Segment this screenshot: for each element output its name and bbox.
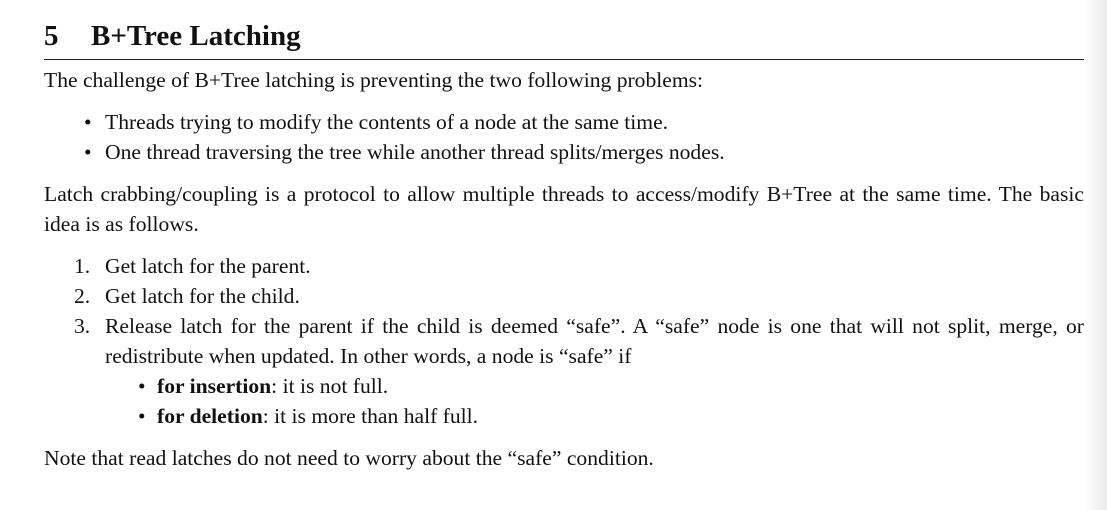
step-item bbox=[44, 251, 1084, 281]
condition-description: : it is not full. bbox=[271, 374, 389, 398]
step-number: 3. bbox=[74, 314, 91, 338]
note-paragraph: Note that read latches do not need to worry about the “safe” condition. bbox=[44, 446, 654, 470]
safe-condition-item bbox=[105, 371, 1084, 401]
section-title: B+Tree Latching bbox=[91, 20, 301, 52]
step-text: Release latch for the parent if the child is deemed “safe”. A “safe” node is one that will not split, merge, or redistribute when updated. In other words, a node is “safe” if bbox=[105, 314, 1084, 368]
problem-item: • Threads trying to modify the contents of a node at the same time. bbox=[44, 107, 1084, 137]
intro-paragraph: The challenge of B+Tree latching is preventing the two following problems: bbox=[44, 68, 704, 92]
condition-term: for insertion bbox=[157, 374, 272, 398]
problem-list bbox=[44, 107, 1084, 167]
section-number: 5 bbox=[44, 20, 59, 52]
safe-condition-item bbox=[105, 401, 1084, 431]
step-number: 2. bbox=[74, 284, 91, 308]
step-number: 1. bbox=[74, 254, 91, 278]
protocol-steps bbox=[44, 251, 1084, 431]
condition-description: : it is more than half full. bbox=[262, 404, 479, 428]
problem-item: • One thread traversing the tree while another thread splits/merges nodes. bbox=[44, 137, 1084, 167]
safe-condition-list bbox=[105, 371, 1084, 431]
step-item bbox=[44, 311, 1084, 431]
step-text: Get latch for the parent. bbox=[105, 254, 311, 278]
crabbing-paragraph: Latch crabbing/coupling is a protocol to allow multiple threads to access/modify B+Tree at the same time. The basic idea is as follows. bbox=[44, 182, 1084, 236]
step-item bbox=[44, 281, 1084, 311]
document-page bbox=[44, 18, 1084, 473]
step-text: Get latch for the child. bbox=[105, 284, 300, 308]
page-edge-shadow bbox=[1085, 0, 1107, 510]
section-heading bbox=[44, 18, 1084, 60]
condition-term: for deletion bbox=[157, 404, 263, 428]
